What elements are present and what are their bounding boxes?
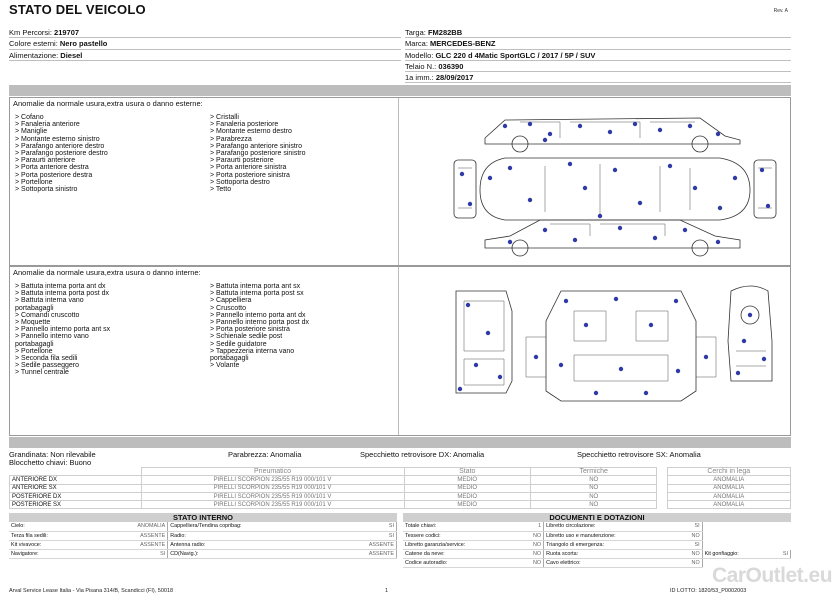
documenti-value: SI <box>679 522 702 531</box>
damage-marker <box>742 339 746 343</box>
damage-marker <box>508 166 512 170</box>
damage-marker <box>508 240 512 244</box>
documenti-label: Libretto circolazione: <box>544 522 679 531</box>
damage-marker <box>718 206 722 210</box>
documenti-row <box>403 550 791 559</box>
stato-interno-value: ANOMALIA <box>98 522 168 531</box>
stato-interno-label: Navigatore: <box>9 550 98 559</box>
external-damage-panel <box>9 97 791 266</box>
documenti-value: SI <box>773 550 791 559</box>
internal-damage-item: > Battuta interna vano <box>15 297 84 305</box>
info-immatricolazione: 1a imm.: 28/09/2017 <box>405 72 791 83</box>
damage-marker <box>584 323 588 327</box>
damage-marker <box>598 214 602 218</box>
damage-marker <box>619 367 623 371</box>
internal-damage-item: > Porta posteriore sinistra <box>210 326 290 334</box>
internal-damage-item: > Tunnel centrale <box>15 369 69 377</box>
footer-page: 1 <box>385 588 389 594</box>
internal-damage-item: > Moquette <box>15 319 51 327</box>
internal-damage-item: > Battuta interna porta ant sx <box>210 283 301 290</box>
external-damage-item: > Montante esterno destro <box>210 128 292 136</box>
internal-heading: Anomalie da normale usura,extra usura o danno interne: <box>13 268 201 277</box>
external-damage-item: > Fanaleria anteriore <box>15 121 80 129</box>
damage-marker <box>683 228 687 232</box>
tire-model: PIRELLI SCORPION 235/55 R19 000/101 V <box>141 476 404 484</box>
damage-marker <box>638 201 642 205</box>
vehicle-info-left <box>9 27 401 61</box>
damage-marker <box>608 130 612 134</box>
external-damage-item: > Paraurti anteriore <box>15 157 76 165</box>
external-damage-item: > Cofano <box>15 114 44 121</box>
footer-ref: ID LOTTO: 1820/53_P0002003 <box>670 588 747 594</box>
external-damage-item: > Maniglie <box>15 128 48 136</box>
damage-marker <box>644 391 648 395</box>
stato-interno-value: SI <box>332 522 396 531</box>
internal-damage-item: > Battuta interna porta post sx <box>210 290 304 298</box>
documenti-row <box>403 522 791 531</box>
damage-marker <box>674 299 678 303</box>
damage-marker <box>559 363 563 367</box>
tires-header-pneumatico: Pneumatico <box>141 468 404 476</box>
damage-marker <box>486 331 490 335</box>
tire-row <box>10 492 791 500</box>
tires-header-stato: Stato <box>404 468 530 476</box>
specchietto-dx-status: Specchietto retrovisore DX: Anomalia <box>360 450 485 459</box>
stato-interno-row <box>9 531 397 540</box>
damage-marker <box>474 363 478 367</box>
damage-marker <box>733 176 737 180</box>
damage-marker <box>528 198 532 202</box>
damage-marker <box>668 164 672 168</box>
tire-cerchi: ANOMALIA <box>667 492 790 500</box>
damage-marker <box>573 238 577 242</box>
documenti-label: Triangolo di emergenza: <box>544 540 679 549</box>
watermark-logo: CarOutlet.eu <box>712 564 832 587</box>
exterior-car-diagram <box>450 108 780 260</box>
tire-model: PIRELLI SCORPION 235/55 R19 000/101 V <box>141 492 404 500</box>
damage-marker <box>543 138 547 142</box>
documenti-label: Cavo elettrico: <box>544 559 679 568</box>
damage-marker <box>676 369 680 373</box>
internal-damage-item: > Battuta interna porta ant dx <box>15 283 106 290</box>
damage-marker <box>594 391 598 395</box>
damage-marker <box>458 387 462 391</box>
tire-termiche: NO <box>530 501 656 509</box>
tires-header-termiche: Termiche <box>530 468 656 476</box>
documenti-title: DOCUMENTI E DOTAZIONI <box>403 513 791 522</box>
tire-stato: MEDIO <box>404 484 530 492</box>
stato-interno-label: Antenna radio: <box>168 540 332 549</box>
documenti-value: NO <box>679 550 702 559</box>
stato-interno-table <box>9 522 397 559</box>
damage-marker <box>716 240 720 244</box>
tire-cerchi: ANOMALIA <box>667 476 790 484</box>
external-list-col2 <box>210 114 306 193</box>
damage-marker <box>614 297 618 301</box>
divider-bar-2 <box>9 437 791 448</box>
info-modello: Modello: GLC 220 d 4Matic SportGLC / 2017 / 5P / SUV <box>405 50 791 61</box>
internal-damage-item: > Pannello interno vano <box>15 333 89 341</box>
tire-model: PIRELLI SCORPION 235/55 R19 000/101 V <box>141 484 404 492</box>
external-damage-item: > Cristalli <box>210 114 239 121</box>
tires-header-cerchi: Cerchi in lega <box>667 468 790 476</box>
damage-marker <box>466 303 470 307</box>
stato-interno-value: ASSENTE <box>332 540 396 549</box>
external-damage-item: > Porta anteriore sinistra <box>210 164 287 172</box>
damage-marker <box>693 186 697 190</box>
stato-interno-value: ASSENTE <box>98 531 168 540</box>
damage-marker <box>649 323 653 327</box>
external-damage-item: > Sottoporta sinistro <box>15 186 78 194</box>
documenti-value: SI <box>679 540 702 549</box>
damage-marker <box>583 186 587 190</box>
tire-stato: MEDIO <box>404 501 530 509</box>
external-damage-item: > Parafango anteriore sinistro <box>210 142 303 150</box>
damage-marker <box>716 132 720 136</box>
external-damage-item: > Paraurti posteriore <box>210 157 274 165</box>
tire-stato: MEDIO <box>404 492 530 500</box>
damage-marker <box>534 355 538 359</box>
external-damage-item: > Sottoporta destro <box>210 178 270 186</box>
footer-address: Arval Service Lease Italia - Via Pisana 314/B, Scandicci (FI), 50018 <box>9 588 174 594</box>
documenti-label: Codice autoradio: <box>403 559 521 568</box>
internal-damage-item: > Cruscotto <box>210 304 246 312</box>
stato-interno-label: Cielo: <box>9 522 98 531</box>
stato-interno-value: SI <box>332 531 396 540</box>
documenti-label: Tessere codici: <box>403 531 521 540</box>
blocchetto-status: Blocchetto chiavi: Buono <box>9 458 92 467</box>
documenti-value: NO <box>521 550 544 559</box>
external-damage-item: > Porta posteriore sinistra <box>210 171 290 179</box>
tire-position: ANTERIORE DX <box>10 476 142 484</box>
damage-marker <box>528 122 532 126</box>
stato-interno-value: ASSENTE <box>332 550 396 559</box>
internal-damage-item: portabagagli <box>15 304 54 312</box>
damage-marker <box>658 128 662 132</box>
tire-cerchi: ANOMALIA <box>667 501 790 509</box>
info-km: Km Percorsi: 219707 <box>9 27 401 38</box>
damage-marker <box>468 202 472 206</box>
documenti-block <box>403 513 791 568</box>
internal-damage-item: > Comandi cruscotto <box>15 311 80 319</box>
documenti-label: Ruota scorta: <box>544 550 679 559</box>
parabrezza-status: Parabrezza: Anomalia <box>228 450 302 459</box>
stato-interno-title: STATO INTERNO <box>9 513 397 522</box>
stato-interno-row <box>9 522 397 531</box>
tire-stato: MEDIO <box>404 476 530 484</box>
documenti-row <box>403 531 791 540</box>
internal-damage-item: portabagagli <box>15 340 54 348</box>
documenti-label: Libretto garanzia/service: <box>403 540 521 549</box>
documenti-value: NO <box>521 540 544 549</box>
stato-interno-label: Terza fila sedili: <box>9 531 98 540</box>
stato-interno-label: Kit vivavoce: <box>9 540 98 549</box>
damage-marker <box>548 132 552 136</box>
page-title: STATO DEL VEICOLO <box>9 2 146 17</box>
tire-model: PIRELLI SCORPION 235/55 R19 000/101 V <box>141 501 404 509</box>
internal-damage-item: > Volante <box>210 362 240 370</box>
damage-marker <box>488 176 492 180</box>
documenti-value: 1 <box>521 522 544 531</box>
internal-damage-item: > Pannello interno porta post dx <box>210 319 310 327</box>
specchietto-sx-status: Specchietto retrovisore SX: Anomalia <box>577 450 701 459</box>
damage-marker <box>688 124 692 128</box>
documenti-value: NO <box>679 531 702 540</box>
external-damage-item: > Parafango anteriore destro <box>15 142 105 150</box>
damage-marker <box>543 228 547 232</box>
damage-marker <box>498 375 502 379</box>
internal-damage-item: > Sedile passeggero <box>15 362 80 370</box>
internal-list-col2 <box>210 283 309 369</box>
external-heading: Anomalie da normale usura,extra usura o danno esterne: <box>13 99 203 108</box>
internal-damage-item: > Seconda fila sedili <box>15 355 78 363</box>
revision-label: Rev. A <box>773 8 788 14</box>
info-marca: Marca: MERCEDES-BENZ <box>405 38 791 49</box>
stato-interno-row <box>9 550 397 559</box>
internal-list-col1 <box>15 283 110 377</box>
external-damage-item: > Parafango posteriore destro <box>15 150 108 158</box>
damage-marker <box>766 204 770 208</box>
internal-damage-item: > Portellone <box>15 347 53 355</box>
damage-marker <box>503 124 507 128</box>
damage-marker <box>760 168 764 172</box>
documenti-label: Totale chiavi: <box>403 522 521 531</box>
documenti-value: NO <box>521 531 544 540</box>
internal-damage-item: > Pannello interno porta ant sx <box>15 326 111 334</box>
external-list-col1 <box>15 114 108 193</box>
divider-bar <box>9 85 791 96</box>
internal-damage-item: > Pannello interno porta ant dx <box>210 311 306 319</box>
info-targa: Targa: FM282BB <box>405 27 791 38</box>
tire-position: ANTERIORE SX <box>10 484 142 492</box>
documenti-row <box>403 540 791 549</box>
tire-row <box>10 484 791 492</box>
tire-row <box>10 476 791 484</box>
tire-position: POSTERIORE SX <box>10 501 142 509</box>
damage-marker <box>704 355 708 359</box>
external-damage-item: > Porta posteriore destra <box>15 171 93 179</box>
internal-damage-panel <box>9 266 791 436</box>
stato-interno-label: Cappelliera/Tendina copribag: <box>168 522 332 531</box>
damage-marker <box>460 172 464 176</box>
external-damage-item: > Parabrezza <box>210 135 252 143</box>
internal-damage-item: > Sedile guidatore <box>210 340 267 348</box>
damage-marker <box>564 299 568 303</box>
damage-marker <box>762 357 766 361</box>
info-colore: Colore esterni: Nero pastello <box>9 38 401 49</box>
documenti-label: Kit gonfiaggio: <box>702 550 773 559</box>
internal-damage-item: > Tappezzeria interna vano <box>210 347 295 355</box>
internal-damage-item: > Battuta interna porta post dx <box>15 290 109 298</box>
stato-interno-value: SI <box>98 550 168 559</box>
damage-marker <box>748 313 752 317</box>
damage-marker <box>568 162 572 166</box>
tire-row <box>10 501 791 509</box>
internal-damage-item: portabagagli <box>210 355 249 363</box>
damage-marker <box>653 236 657 240</box>
external-damage-item: > Portellone <box>15 178 53 186</box>
tire-termiche: NO <box>530 476 656 484</box>
documenti-value: NO <box>679 559 702 568</box>
tires-table <box>9 467 791 509</box>
internal-damage-item: > Schienale sedile post <box>210 333 283 341</box>
damage-marker <box>633 122 637 126</box>
external-damage-item: > Tetto <box>210 186 232 194</box>
external-damage-item: > Montante esterno sinistro <box>15 135 100 143</box>
tire-cerchi: ANOMALIA <box>667 484 790 492</box>
external-damage-item: > Porta anteriore destra <box>15 164 89 172</box>
internal-damage-item: > Cappelliera <box>210 297 252 305</box>
stato-interno-label: Radio: <box>168 531 332 540</box>
damage-marker <box>618 226 622 230</box>
info-alimentazione: Alimentazione: Diesel <box>9 50 401 61</box>
tire-position: POSTERIORE DX <box>10 492 142 500</box>
info-telaio: Telaio N.: 036390 <box>405 61 791 72</box>
grandinata-status: Grandinata: Non rilevabile <box>9 450 96 459</box>
stato-interno-block <box>9 513 397 559</box>
external-damage-item: > Parafango posteriore sinistro <box>210 150 306 158</box>
stato-interno-label: CD(Navig.): <box>168 550 332 559</box>
damage-marker <box>578 124 582 128</box>
interior-car-diagram <box>446 281 786 431</box>
external-damage-item: > Fanaleria posteriore <box>210 121 279 129</box>
documenti-value: NO <box>521 559 544 568</box>
stato-interno-row <box>9 540 397 549</box>
stato-interno-value: ASSENTE <box>98 540 168 549</box>
documenti-label: Catene da neve: <box>403 550 521 559</box>
tire-termiche: NO <box>530 484 656 492</box>
documenti-label: Libretto uso e manutenzione: <box>544 531 679 540</box>
vehicle-info-right <box>405 27 791 83</box>
damage-marker <box>736 371 740 375</box>
documenti-table <box>403 522 791 568</box>
damage-marker <box>613 168 617 172</box>
tire-termiche: NO <box>530 492 656 500</box>
